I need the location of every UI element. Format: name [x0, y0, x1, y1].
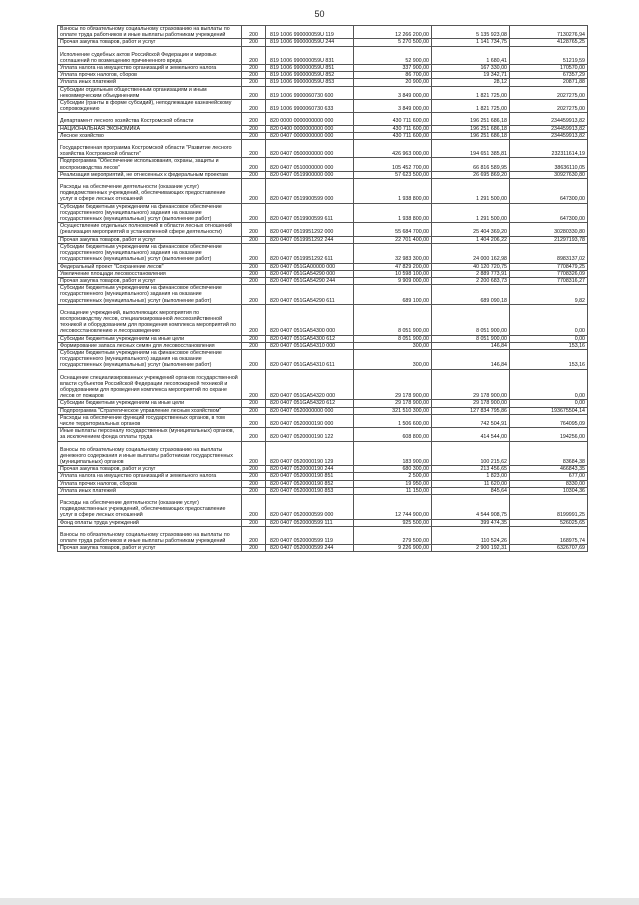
row-remaining-amount-cell: 8330,00	[510, 480, 588, 487]
row-code-cell: 200	[242, 545, 266, 552]
row-executed-amount-cell: 8 051 900,00	[432, 335, 510, 342]
table-row	[58, 487, 588, 494]
row-name-cell: Увеличение площади лесовосстановления	[58, 270, 242, 277]
row-executed-amount-cell: 146,84	[432, 342, 510, 349]
row-remaining-amount-cell: 170570,00	[510, 65, 588, 72]
row-approved-amount-cell: 430 711 600,00	[354, 113, 432, 125]
row-code-cell: 200	[242, 125, 266, 132]
row-executed-amount-cell: 19 342,71	[432, 72, 510, 79]
row-executed-amount-cell: 40 120 720,75	[432, 263, 510, 270]
row-code-cell: 200	[242, 100, 266, 113]
row-approved-amount-cell: 183 900,00	[354, 441, 432, 466]
table-row	[58, 519, 588, 526]
bottom-edge-strip	[0, 898, 639, 905]
row-remaining-amount-cell: 7130276,94	[510, 26, 588, 39]
row-name-cell: Субсидии бюджетным учреждениям на иные цели	[58, 335, 242, 342]
table-row	[58, 179, 588, 204]
row-name-cell: НАЦИОНАЛЬНАЯ ЭКОНОМИКА	[58, 125, 242, 132]
row-code-cell: 200	[242, 495, 266, 520]
row-name-cell: Расходы на обеспечение деятельности (оказание услуг) подведомственных учреждений, обеспечивающих предоставление услуг в сфере лесных отношений	[58, 495, 242, 520]
row-name-cell: Формирование запаса лесных семян для лесовосстановления	[58, 342, 242, 349]
row-approved-amount-cell: 86 700,00	[354, 72, 432, 79]
table-row	[58, 335, 588, 342]
row-executed-amount-cell: 26 695 869,20	[432, 171, 510, 178]
row-classification-cell: 819 1006 990000059U 119	[266, 26, 354, 39]
row-remaining-amount-cell: 234459913,82	[510, 125, 588, 132]
table-row	[58, 79, 588, 86]
row-executed-amount-cell: 28,12	[432, 79, 510, 86]
row-classification-cell: 820 0407 051GA00000 000	[266, 263, 354, 270]
row-code-cell: 200	[242, 428, 266, 441]
row-name-cell: Расходы на обеспечение деятельности (оказание услуг) подведомственных учреждений, обеспечивающих предоставление услуг в сфере лесных отношений	[58, 179, 242, 204]
row-classification-cell: 820 0407 0510000000 000	[266, 158, 354, 171]
row-classification-cell: 820 0407 0000000000 000	[266, 132, 354, 139]
row-classification-cell: 820 0407 0520000599 000	[266, 495, 354, 520]
row-name-cell: Субсидии бюджетным учреждениям на финансовое обеспечение государственного (муниципального) задания на оказание государственных (муниципальных) услуг (выполнение работ)	[58, 203, 242, 223]
row-code-cell: 200	[242, 407, 266, 414]
row-executed-amount-cell: 1 141 734,75	[432, 39, 510, 46]
row-code-cell: 200	[242, 335, 266, 342]
row-remaining-amount-cell: 8199991,25	[510, 495, 588, 520]
row-executed-amount-cell: 2 200 683,73	[432, 277, 510, 284]
row-executed-amount-cell: 25 404 369,20	[432, 223, 510, 236]
row-code-cell: 200	[242, 263, 266, 270]
row-approved-amount-cell: 3 849 000,00	[354, 100, 432, 113]
row-approved-amount-cell: 689 100,00	[354, 285, 432, 305]
row-code-cell: 200	[242, 349, 266, 369]
row-name-cell: Исполнение судебных актов Российской Федерации и мировых соглашений по возмещению причиненного вреда	[58, 46, 242, 64]
row-approved-amount-cell: 9 909 000,00	[354, 277, 432, 284]
row-code-cell: 200	[242, 277, 266, 284]
table-row	[58, 132, 588, 139]
row-classification-cell: 819 1006 990000059U 852	[266, 72, 354, 79]
row-code-cell: 200	[242, 140, 266, 158]
row-approved-amount-cell: 12 744 900,00	[354, 495, 432, 520]
row-remaining-amount-cell: 0,00	[510, 369, 588, 400]
row-approved-amount-cell: 11 150,00	[354, 487, 432, 494]
row-executed-amount-cell: 127 834 795,86	[432, 407, 510, 414]
row-name-cell: Взносы по обязательному социальному страхованию на выплаты по оплате труда работников и иные выплаты работникам учреждений	[58, 526, 242, 544]
row-name-cell: Уплата прочих налогов, сборов	[58, 72, 242, 79]
row-remaining-amount-cell: 21297193,78	[510, 236, 588, 243]
row-approved-amount-cell: 8 051 900,00	[354, 335, 432, 342]
row-remaining-amount-cell: 2027275,00	[510, 100, 588, 113]
table-row	[58, 203, 588, 223]
row-executed-amount-cell: 100 215,62	[432, 441, 510, 466]
row-code-cell: 200	[242, 270, 266, 277]
row-classification-cell: 820 0407 0519900599 000	[266, 179, 354, 204]
row-executed-amount-cell: 24 000 162,98	[432, 243, 510, 263]
row-classification-cell: 820 0407 0520000599 111	[266, 519, 354, 526]
row-executed-amount-cell: 196 251 686,18	[432, 132, 510, 139]
row-code-cell: 200	[242, 342, 266, 349]
row-classification-cell: 820 0407 0500000000 000	[266, 140, 354, 158]
row-approved-amount-cell: 925 500,00	[354, 519, 432, 526]
row-approved-amount-cell: 12 266 200,00	[354, 26, 432, 39]
row-classification-cell: 820 0000 0000000000 000	[266, 113, 354, 125]
row-name-cell: Прочая закупка товаров, работ и услуг	[58, 545, 242, 552]
row-code-cell: 200	[242, 526, 266, 544]
row-name-cell: Оснащение специализированных учреждений органов государственной власти субъектов Российской Федерации лесопожарной техникой и оборудованием для проведения комплекса мероприятий по охране лесов от пожаров	[58, 369, 242, 400]
row-classification-cell: 819 1006 9900060730 633	[266, 100, 354, 113]
row-name-cell: Реализация мероприятий, не отнесенных к федеральным проектам	[58, 171, 242, 178]
row-code-cell: 200	[242, 171, 266, 178]
row-classification-cell: 820 0407 0520000190 122	[266, 428, 354, 441]
row-executed-amount-cell: 29 178 900,00	[432, 400, 510, 407]
row-name-cell: Иные выплаты персоналу государственных (муниципальных) органов, за исключением фонда оплаты труда	[58, 428, 242, 441]
row-executed-amount-cell: 1 823,00	[432, 473, 510, 480]
table-row	[58, 545, 588, 552]
row-approved-amount-cell: 2 500,00	[354, 473, 432, 480]
table-row	[58, 125, 588, 132]
row-executed-amount-cell: 4 544 908,75	[432, 495, 510, 520]
row-remaining-amount-cell: 30927630,80	[510, 171, 588, 178]
row-code-cell: 200	[242, 466, 266, 473]
row-name-cell: Фонд оплаты труда учреждений	[58, 519, 242, 526]
row-executed-amount-cell: 399 474,35	[432, 519, 510, 526]
row-name-cell: Субсидии бюджетным учреждениям на финансовое обеспечение государственного (муниципального) задания на оказание государственных (муниципальных) услуг (выполнение работ)	[58, 243, 242, 263]
row-remaining-amount-cell: 0,00	[510, 335, 588, 342]
row-approved-amount-cell: 29 178 900,00	[354, 369, 432, 400]
row-classification-cell: 820 0407 0520000190 851	[266, 473, 354, 480]
row-name-cell: Субсидии отдельным общественным организациям и иным некоммерческим объединениям	[58, 86, 242, 99]
table-row	[58, 407, 588, 414]
row-remaining-amount-cell: 10304,36	[510, 487, 588, 494]
row-name-cell: Прочая закупка товаров, работ и услуг	[58, 39, 242, 46]
row-code-cell: 200	[242, 473, 266, 480]
row-name-cell: Субсидии бюджетным учреждениям на финансовое обеспечение государственного (муниципального) задания на оказание государственных (муниципальных) услуг (выполнение работ)	[58, 349, 242, 369]
row-executed-amount-cell: 194 651 385,81	[432, 140, 510, 158]
row-code-cell: 200	[242, 46, 266, 64]
row-classification-cell: 819 1006 990000059U 831	[266, 46, 354, 64]
table-row	[58, 39, 588, 46]
row-classification-cell: 820 0400 0000000000 000	[266, 125, 354, 132]
row-name-cell: Субсидии бюджетным учреждениям на иные цели	[58, 400, 242, 407]
page-number: 50	[314, 9, 325, 19]
row-executed-amount-cell: 66 816 589,95	[432, 158, 510, 171]
row-approved-amount-cell: 10 598 100,00	[354, 270, 432, 277]
row-name-cell: Взносы по обязательному социальному страхованию на выплаты денежного содержания и иные выплаты работникам государственных (муниципальных) органов	[58, 441, 242, 466]
table-row	[58, 236, 588, 243]
row-code-cell: 200	[242, 285, 266, 305]
row-code-cell: 200	[242, 39, 266, 46]
row-code-cell: 200	[242, 441, 266, 466]
table-row	[58, 100, 588, 113]
row-approved-amount-cell: 426 963 000,00	[354, 140, 432, 158]
row-executed-amount-cell: 196 251 686,18	[432, 125, 510, 132]
row-name-cell: Прочая закупка товаров, работ и услуг	[58, 236, 242, 243]
row-remaining-amount-cell: 466843,35	[510, 466, 588, 473]
row-code-cell: 200	[242, 203, 266, 223]
table-row	[58, 140, 588, 158]
table-row	[58, 304, 588, 335]
row-classification-cell: 820 0407 0519951292 244	[266, 236, 354, 243]
row-name-cell: Взносы по обязательному социальному страхованию на выплаты по оплате труда работников и иные выплаты работникам учреждений	[58, 26, 242, 39]
row-approved-amount-cell: 20 900,00	[354, 79, 432, 86]
row-name-cell: Уплата иных платежей	[58, 79, 242, 86]
row-remaining-amount-cell: 67357,29	[510, 72, 588, 79]
row-classification-cell: 820 0407 051GA54310 000	[266, 342, 354, 349]
row-remaining-amount-cell: 7708326,09	[510, 270, 588, 277]
table-row	[58, 473, 588, 480]
table-row	[58, 480, 588, 487]
row-remaining-amount-cell: 232311614,19	[510, 140, 588, 158]
row-remaining-amount-cell: 647300,00	[510, 179, 588, 204]
row-remaining-amount-cell: 38636110,05	[510, 158, 588, 171]
row-classification-cell: 820 0407 0519900000 000	[266, 171, 354, 178]
row-remaining-amount-cell: 153,16	[510, 349, 588, 369]
row-code-cell: 200	[242, 304, 266, 335]
table-row	[58, 270, 588, 277]
row-remaining-amount-cell: 30280330,80	[510, 223, 588, 236]
row-classification-cell: 820 0407 051GA54300 612	[266, 335, 354, 342]
table-row	[58, 263, 588, 270]
row-remaining-amount-cell: 6326707,69	[510, 545, 588, 552]
row-remaining-amount-cell: 83684,38	[510, 441, 588, 466]
row-approved-amount-cell: 300,00	[354, 349, 432, 369]
table-row	[58, 466, 588, 473]
row-executed-amount-cell: 1 821 725,00	[432, 100, 510, 113]
row-executed-amount-cell: 29 178 900,00	[432, 369, 510, 400]
row-code-cell: 200	[242, 400, 266, 407]
row-name-cell: Субсидии бюджетным учреждениям на финансовое обеспечение государственного (муниципального) задания на оказание государственных (муниципальных) услуг (выполнение работ)	[58, 285, 242, 305]
row-code-cell: 200	[242, 132, 266, 139]
row-code-cell: 200	[242, 65, 266, 72]
row-approved-amount-cell: 57 623 500,00	[354, 171, 432, 178]
row-code-cell: 200	[242, 179, 266, 204]
row-classification-cell: 819 1006 990000059U 244	[266, 39, 354, 46]
row-name-cell: Государственная программа Костромской области "Развитие лесного хозяйства Костромской области"	[58, 140, 242, 158]
row-name-cell: Федеральный проект "Сохранение лесов"	[58, 263, 242, 270]
row-classification-cell: 820 0407 0520000190 129	[266, 441, 354, 466]
table-row	[58, 342, 588, 349]
row-name-cell: Лесное хозяйство	[58, 132, 242, 139]
row-code-cell: 200	[242, 79, 266, 86]
budget-execution-table	[57, 25, 588, 552]
row-code-cell: 200	[242, 223, 266, 236]
row-remaining-amount-cell: 234459913,82	[510, 113, 588, 125]
row-code-cell: 200	[242, 519, 266, 526]
table-row	[58, 86, 588, 99]
row-remaining-amount-cell: 7708316,27	[510, 277, 588, 284]
row-approved-amount-cell: 430 711 600,00	[354, 125, 432, 132]
row-executed-amount-cell: 167 330,00	[432, 65, 510, 72]
table-row	[58, 495, 588, 520]
table-row	[58, 243, 588, 263]
row-classification-cell: 820 0407 0520000000 000	[266, 407, 354, 414]
row-remaining-amount-cell: 7708479,25	[510, 263, 588, 270]
row-remaining-amount-cell: 9,82	[510, 285, 588, 305]
row-name-cell: Уплата прочих налогов, сборов	[58, 480, 242, 487]
row-name-cell: Уплата иных платежей	[58, 487, 242, 494]
row-classification-cell: 820 0407 051GA54290 244	[266, 277, 354, 284]
row-executed-amount-cell: 1 404 206,22	[432, 236, 510, 243]
row-classification-cell: 820 0407 051GA54320 000	[266, 369, 354, 400]
row-remaining-amount-cell: 4128765,25	[510, 39, 588, 46]
row-code-cell: 200	[242, 243, 266, 263]
row-classification-cell: 820 0407 0519951292 611	[266, 243, 354, 263]
row-code-cell: 200	[242, 26, 266, 39]
row-remaining-amount-cell: 20871,88	[510, 79, 588, 86]
row-executed-amount-cell: 11 620,00	[432, 480, 510, 487]
row-approved-amount-cell: 9 226 900,00	[354, 545, 432, 552]
row-classification-cell: 819 1006 990000059U 851	[266, 65, 354, 72]
row-approved-amount-cell: 279 500,00	[354, 526, 432, 544]
row-code-cell: 200	[242, 72, 266, 79]
table-row	[58, 26, 588, 39]
row-approved-amount-cell: 680 300,00	[354, 466, 432, 473]
row-classification-cell: 820 0407 0520000190 244	[266, 466, 354, 473]
row-approved-amount-cell: 1 938 800,00	[354, 179, 432, 204]
row-approved-amount-cell: 8 051 900,00	[354, 304, 432, 335]
row-approved-amount-cell: 608 800,00	[354, 428, 432, 441]
row-remaining-amount-cell: 8983137,02	[510, 243, 588, 263]
row-executed-amount-cell: 2 889 773,91	[432, 270, 510, 277]
row-name-cell: Уплата налога на имущество организаций и земельного налога	[58, 473, 242, 480]
table-row	[58, 285, 588, 305]
table-row	[58, 400, 588, 407]
row-classification-cell: 820 0407 051GA54310 611	[266, 349, 354, 369]
row-approved-amount-cell: 55 684 700,00	[354, 223, 432, 236]
row-executed-amount-cell: 414 544,00	[432, 428, 510, 441]
row-classification-cell: 820 0407 051GA54290 611	[266, 285, 354, 305]
row-name-cell: Подпрограмма "Обеспечение использования, охраны, защиты и воспроизводства лесов"	[58, 158, 242, 171]
table-row	[58, 72, 588, 79]
row-name-cell: Уплата налога на имущество организаций и земельного налога	[58, 65, 242, 72]
row-classification-cell: 820 0407 051GA54290 000	[266, 270, 354, 277]
row-approved-amount-cell: 300,00	[354, 342, 432, 349]
row-approved-amount-cell: 3 849 000,00	[354, 86, 432, 99]
table-row	[58, 441, 588, 466]
row-remaining-amount-cell: 764095,09	[510, 414, 588, 427]
table-row	[58, 428, 588, 441]
row-executed-amount-cell: 5 135 923,08	[432, 26, 510, 39]
row-remaining-amount-cell: 51219,59	[510, 46, 588, 64]
row-executed-amount-cell: 845,64	[432, 487, 510, 494]
table-row	[58, 65, 588, 72]
row-remaining-amount-cell: 168975,74	[510, 526, 588, 544]
row-name-cell: Прочая закупка товаров, работ и услуг	[58, 466, 242, 473]
row-classification-cell: 820 0407 051GA54300 000	[266, 304, 354, 335]
row-remaining-amount-cell: 0,00	[510, 304, 588, 335]
row-code-cell: 200	[242, 487, 266, 494]
row-approved-amount-cell: 19 950,00	[354, 480, 432, 487]
table-row	[58, 349, 588, 369]
row-approved-amount-cell: 430 711 600,00	[354, 132, 432, 139]
row-classification-cell: 820 0407 0520000190 853	[266, 487, 354, 494]
row-name-cell: Осуществление отдельных полномочий в области лесных отношений (реализация мероприятий в установленной сфере деятельности)	[58, 223, 242, 236]
row-remaining-amount-cell: 2027275,00	[510, 86, 588, 99]
row-classification-cell: 820 0407 0520000599 244	[266, 545, 354, 552]
table-row	[58, 171, 588, 178]
table-body	[58, 26, 588, 552]
table-row	[58, 526, 588, 544]
row-approved-amount-cell: 22 701 400,00	[354, 236, 432, 243]
row-code-cell: 200	[242, 158, 266, 171]
row-remaining-amount-cell: 677,00	[510, 473, 588, 480]
row-classification-cell: 820 0407 0520000190 000	[266, 414, 354, 427]
row-code-cell: 200	[242, 113, 266, 125]
row-code-cell: 200	[242, 369, 266, 400]
row-approved-amount-cell: 52 900,00	[354, 46, 432, 64]
row-remaining-amount-cell: 234459913,82	[510, 132, 588, 139]
row-executed-amount-cell: 110 524,26	[432, 526, 510, 544]
row-approved-amount-cell: 47 829 200,00	[354, 263, 432, 270]
table-row	[58, 113, 588, 125]
row-remaining-amount-cell: 647300,00	[510, 203, 588, 223]
row-executed-amount-cell: 8 051 900,00	[432, 304, 510, 335]
row-classification-cell: 820 0407 051GA54320 612	[266, 400, 354, 407]
row-name-cell: Расходы на обеспечение функций государственных органов, в том числе территориальных органов	[58, 414, 242, 427]
row-classification-cell: 820 0407 0519900599 611	[266, 203, 354, 223]
row-executed-amount-cell: 213 456,65	[432, 466, 510, 473]
table-row	[58, 369, 588, 400]
row-approved-amount-cell: 5 270 500,00	[354, 39, 432, 46]
row-name-cell: Прочая закупка товаров, работ и услуг	[58, 277, 242, 284]
row-name-cell: Департамент лесного хозяйства Костромской области	[58, 113, 242, 125]
row-code-cell: 200	[242, 480, 266, 487]
table-row	[58, 158, 588, 171]
row-executed-amount-cell: 742 504,91	[432, 414, 510, 427]
row-code-cell: 200	[242, 236, 266, 243]
row-approved-amount-cell: 1 938 800,00	[354, 203, 432, 223]
row-approved-amount-cell: 105 452 700,00	[354, 158, 432, 171]
row-executed-amount-cell: 1 821 725,00	[432, 86, 510, 99]
row-executed-amount-cell: 689 090,18	[432, 285, 510, 305]
row-approved-amount-cell: 337 900,00	[354, 65, 432, 72]
row-remaining-amount-cell: 194256,00	[510, 428, 588, 441]
row-name-cell: Субсидии (гранты в форме субсидий), неподлежащие казначейскому сопровождению	[58, 100, 242, 113]
row-classification-cell: 819 1006 9900060730 600	[266, 86, 354, 99]
row-executed-amount-cell: 1 291 500,00	[432, 203, 510, 223]
table-row	[58, 46, 588, 64]
row-classification-cell: 820 0407 0520000190 852	[266, 480, 354, 487]
row-remaining-amount-cell: 153,16	[510, 342, 588, 349]
row-remaining-amount-cell: 0,00	[510, 400, 588, 407]
row-executed-amount-cell: 2 900 192,31	[432, 545, 510, 552]
row-approved-amount-cell: 32 983 300,00	[354, 243, 432, 263]
row-approved-amount-cell: 29 178 900,00	[354, 400, 432, 407]
row-executed-amount-cell: 1 680,41	[432, 46, 510, 64]
row-code-cell: 200	[242, 414, 266, 427]
row-remaining-amount-cell: 193675504,14	[510, 407, 588, 414]
row-classification-cell: 820 0407 0519951292 000	[266, 223, 354, 236]
row-remaining-amount-cell: 526025,65	[510, 519, 588, 526]
row-name-cell: Подпрограмма "Стратегическое управление лесным хозяйством"	[58, 407, 242, 414]
row-approved-amount-cell: 321 510 300,00	[354, 407, 432, 414]
row-classification-cell: 820 0407 0520000599 119	[266, 526, 354, 544]
row-executed-amount-cell: 1 291 500,00	[432, 179, 510, 204]
row-approved-amount-cell: 1 506 600,00	[354, 414, 432, 427]
row-executed-amount-cell: 146,84	[432, 349, 510, 369]
row-executed-amount-cell: 196 251 686,18	[432, 113, 510, 125]
table-row	[58, 223, 588, 236]
table-row	[58, 277, 588, 284]
row-name-cell: Оснащение учреждений, выполняющих мероприятия по воспроизводству лесов, специализированной лесохозяйственной техникой и оборудованием для проведения комплекса мероприятий по лесовосстановлению и лесоразведению	[58, 304, 242, 335]
row-code-cell: 200	[242, 86, 266, 99]
row-classification-cell: 819 1006 990000059U 853	[266, 79, 354, 86]
table-row	[58, 414, 588, 427]
